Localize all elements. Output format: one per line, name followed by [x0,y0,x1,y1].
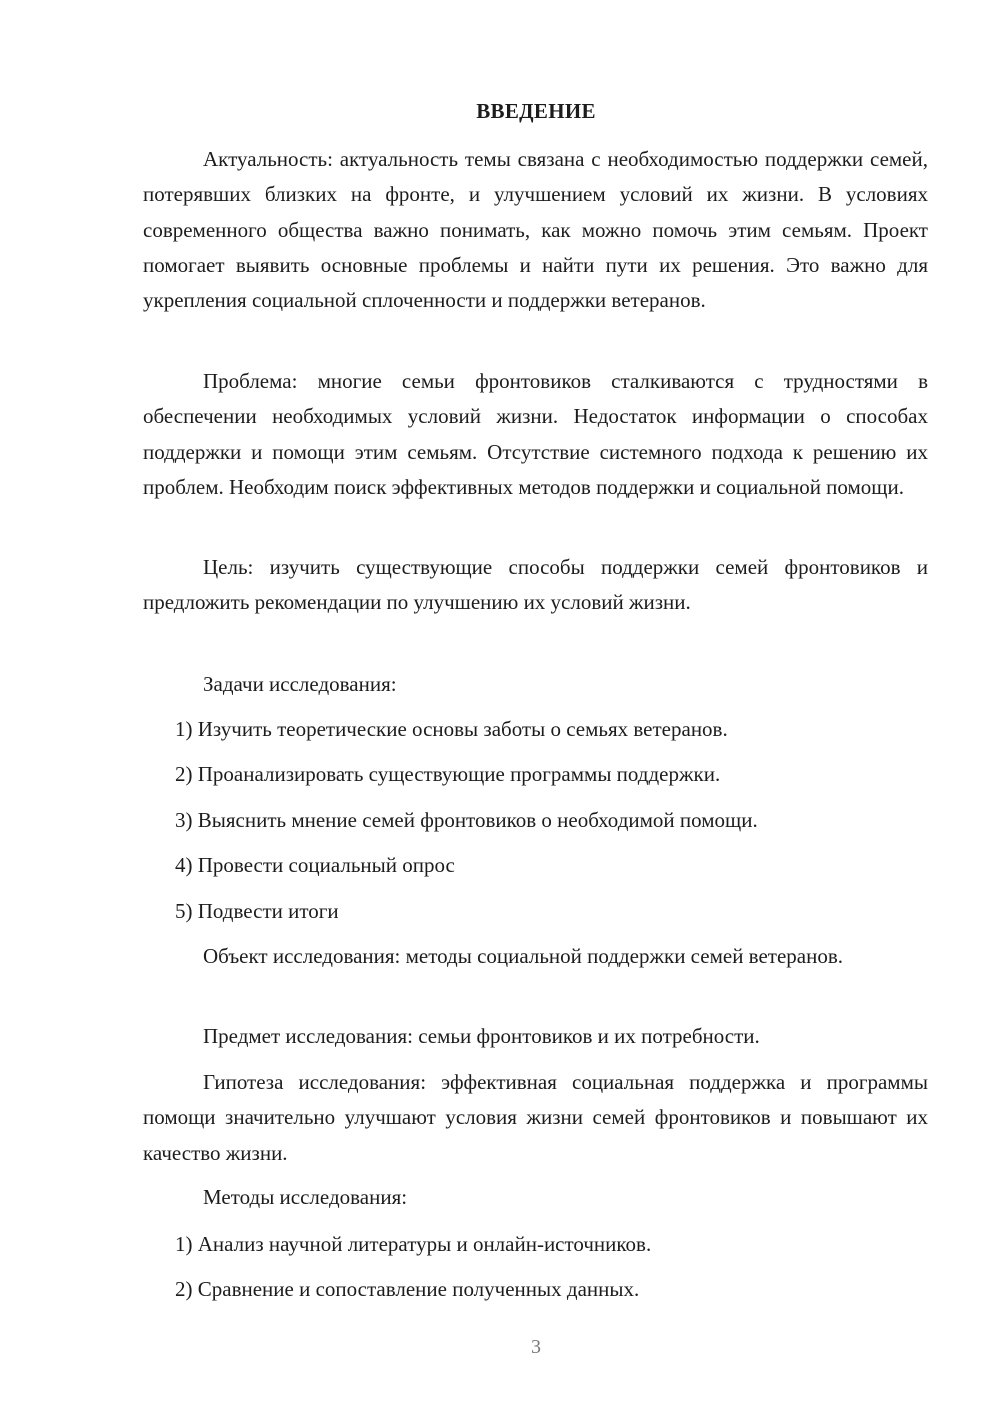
page-number: 3 [531,1336,541,1358]
section-title: ВВЕДЕНИЕ [476,99,596,123]
method-item: 1) Анализ научной литературы и онлайн-источников. [175,1232,652,1256]
paragraph-goal: Цель: изучить существующие способы поддержки семей фронтовиков и предложить рекомендации по улучшению их условий жизни. [143,555,928,615]
task-item: 5) Подвести итоги [175,899,339,923]
task-item: 4) Провести социальный опрос [175,853,455,877]
task-item: 3) Выяснить мнение семей фронтовиков о необходимой помощи. [175,808,758,832]
paragraph-methods-heading: Методы исследования: [203,1185,408,1209]
paragraph-tasks-heading: Задачи исследования: [203,672,397,696]
task-item: 1) Изучить теоретические основы заботы о семьях ветеранов. [175,717,728,741]
paragraph-object: Объект исследования: методы социальной поддержки семей ветеранов. [203,944,844,968]
paragraph-hypothesis: Гипотеза исследования: эффективная социальная поддержка и программы помощи значительно улучшают условия жизни семей фронтовиков и повышают их качество жизни. [143,1070,928,1165]
task-item: 2) Проанализировать существующие программы поддержки. [175,762,721,786]
paragraph-relevance: Актуальность: актуальность темы связана с необходимостью поддержки семей, потерявших близких на фронте, и улучшением условий их жизни. В условиях современного общества важно понимать, как можно помочь этим семьям. Проект помогает выявить основные проблемы и найти пути их решения. Это важно для укрепления социальной сплоченности и поддержки ветеранов. [143,147,928,313]
method-item: 2) Сравнение и сопоставление полученных данных. [175,1277,640,1301]
paragraph-problem: Проблема: многие семьи фронтовиков сталкиваются с трудностями в обеспечении необходимых условий жизни. Недостаток информации о способах поддержки и помощи этим семьям. Отсутствие системного подхода к решению их проблем. Необходим поиск эффективных методов поддержки и социальной помощи. [143,369,928,499]
paragraph-subject: Предмет исследования: семьи фронтовиков и их потребности. [203,1024,760,1048]
